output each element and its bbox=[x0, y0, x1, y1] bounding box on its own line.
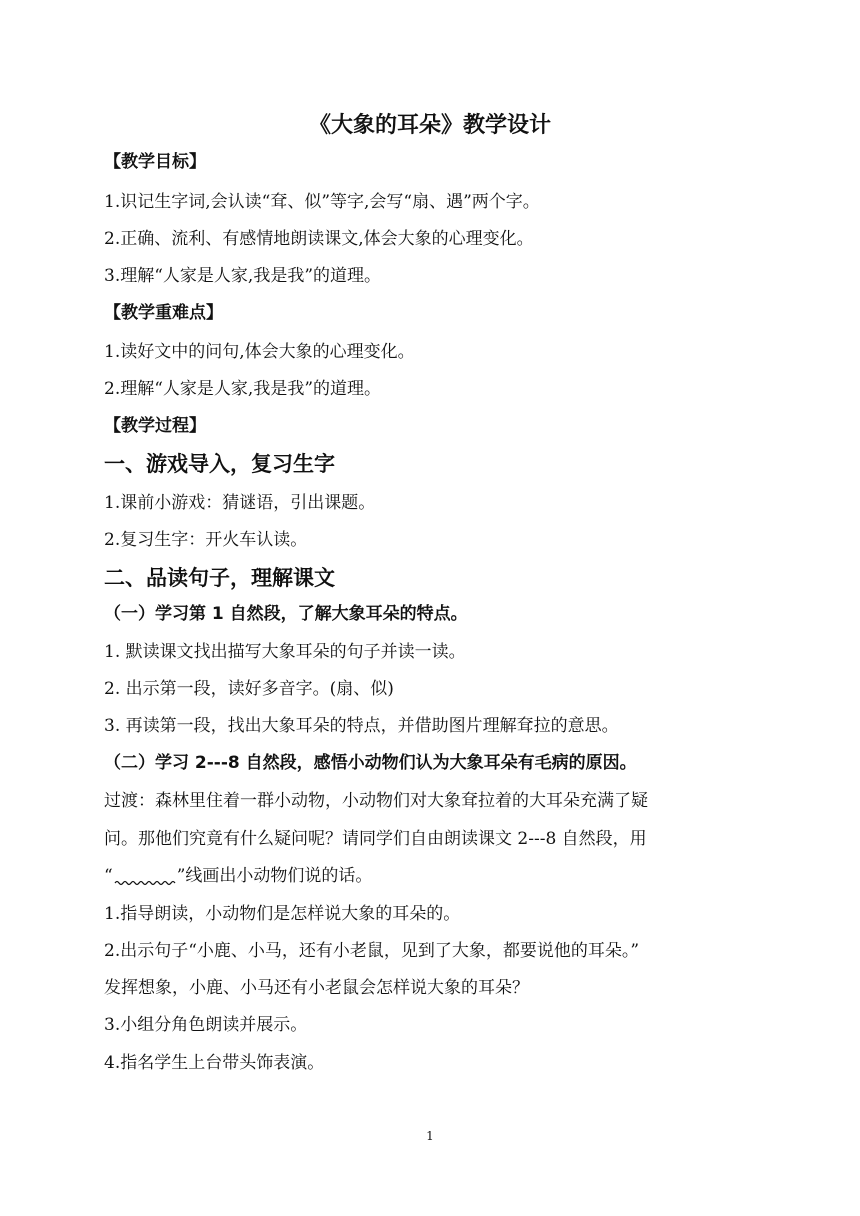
keypoint-item: 1.读好文中的问句,体会大象的心理变化。 bbox=[104, 342, 415, 362]
section-heading: 一、游戏导入，复习生字 bbox=[104, 452, 335, 476]
list-item: 3. 再读第一段，找出大象耳朵的特点，并借助图片理解耷拉的意思。 bbox=[104, 716, 619, 736]
document-title: 《大象的耳朵》教学设计 bbox=[308, 113, 551, 138]
objective-item: 2.正确、流利、有感情地朗读课文,体会大象的心理变化。 bbox=[104, 229, 534, 249]
process-heading: 【教学过程】 bbox=[104, 416, 206, 436]
subsection-heading: （二）学习 2---8 自然段，感悟小动物们认为大象耳朵有毛病的原因。 bbox=[104, 753, 637, 773]
list-item: 3.小组分角色朗读并展示。 bbox=[104, 1015, 308, 1035]
objective-item: 1.识记生字词,会认读“耷、似”等字,会写“扇、遇”两个字。 bbox=[104, 192, 540, 212]
objectives-heading: 【教学目标】 bbox=[104, 152, 206, 172]
page-number: 1 bbox=[426, 1129, 434, 1143]
list-item: 1.指导朗读，小动物们是怎样说大象的耳朵的。 bbox=[104, 904, 461, 924]
keypoints-heading: 【教学重难点】 bbox=[104, 303, 223, 323]
open-quote: “ bbox=[104, 866, 113, 886]
paragraph-line: 问。那他们究竟有什么疑问呢？请同学们自由朗读课文 2---8 自然段，用 bbox=[104, 829, 647, 849]
list-item: 1. 默读课文找出描写大象耳朵的句子并读一读。 bbox=[104, 642, 466, 662]
list-item: 1.课前小游戏：猜谜语，引出课题。 bbox=[104, 493, 376, 513]
paragraph-text: ”线画出小动物们说的话。 bbox=[176, 866, 373, 886]
list-item: 2.复习生字：开火车认读。 bbox=[104, 530, 308, 550]
section-heading: 二、品读句子，理解课文 bbox=[104, 566, 335, 590]
subsection-heading: （一）学习第 1 自然段，了解大象耳朵的特点。 bbox=[104, 604, 468, 624]
paragraph-line bbox=[104, 862, 764, 890]
wavy-underline-icon bbox=[113, 867, 177, 887]
list-item: 4.指名学生上台带头饰表演。 bbox=[104, 1053, 325, 1073]
objective-item: 3.理解“人家是人家,我是我”的道理。 bbox=[104, 266, 382, 286]
list-item: 2. 出示第一段，读好多音字。(扇、似) bbox=[104, 679, 394, 699]
list-item: 2.出示句子“小鹿、小马，还有小老鼠，见到了大象，都要说他的耳朵。” bbox=[104, 941, 640, 961]
list-item: 发挥想象，小鹿、小马还有小老鼠会怎样说大象的耳朵？ bbox=[104, 978, 529, 998]
keypoint-item: 2.理解“人家是人家,我是我”的道理。 bbox=[104, 379, 382, 399]
paragraph-line: 过渡：森林里住着一群小动物，小动物们对大象耷拉着的大耳朵充满了疑 bbox=[104, 791, 648, 811]
